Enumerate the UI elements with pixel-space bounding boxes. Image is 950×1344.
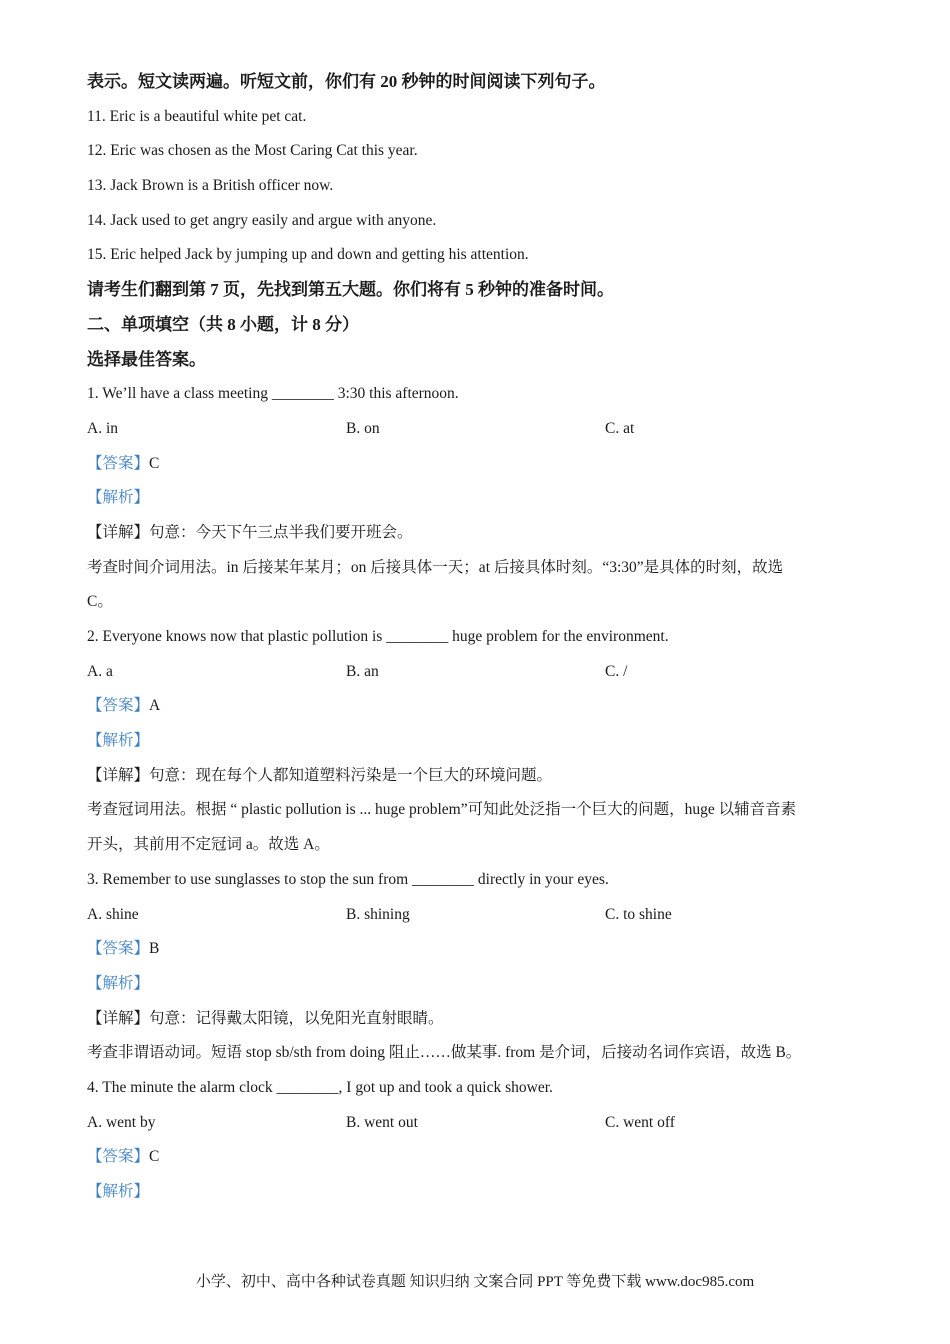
- question-4-options: [87, 1113, 867, 1133]
- question-3-stem: 3. Remember to use sunglasses to stop the sun from ________ directly in your eyes.: [87, 870, 609, 888]
- question-1-stem: 1. We’ll have a class meeting ________ 3:30 this afternoon.: [87, 385, 459, 403]
- question-1-options: [87, 419, 867, 439]
- question-4-option-c: C. went off: [605, 1113, 675, 1131]
- question-2-options: [87, 662, 867, 682]
- question-3-option-c: C. to shine: [605, 905, 672, 923]
- answer-label: 【答案】: [87, 697, 150, 715]
- question-1-explanation-cont: C。: [87, 593, 113, 611]
- question-3-option-b: B. shining: [346, 905, 410, 923]
- statement-15: 15. Eric helped Jack by jumping up and down and getting his attention.: [87, 246, 529, 264]
- question-4-analysis-label: 【解析】: [87, 1183, 150, 1200]
- answer-value: C: [149, 454, 160, 472]
- question-1-option-b: B. on: [346, 419, 380, 437]
- detail-text: 句意：现在每个人都知道塑料污染是一个巨大的环境问题。: [149, 766, 553, 784]
- question-2-stem: 2. Everyone knows now that plastic pollution is ________ huge problem for the environment.: [87, 628, 669, 645]
- detail-label: 【详解】: [87, 766, 150, 784]
- question-1-explanation: 考查时间介词用法。in 后接某年某月；on 后接具体一天；at 后接具体时刻。“3:30”是具体的时刻，故选: [87, 558, 784, 576]
- answer-label: 【答案】: [87, 940, 150, 958]
- answer-label: 【答案】: [87, 1148, 150, 1166]
- page-footer: 小学、初中、高中各种试卷真题 知识归纳 文案合同 PPT 等免费下载 www.doc985.com: [195, 1274, 755, 1290]
- section-title: 二、单项填空（共 8 小题，计 8 分）: [87, 314, 359, 334]
- question-3-answer: [87, 939, 867, 959]
- question-1-answer: [87, 454, 867, 474]
- question-2-explanation: 考查冠词用法。根据 “ plastic pollution is ... huge problem”可知此处泛指一个巨大的问题，huge 以辅音音素: [87, 801, 797, 819]
- question-2-detail: [87, 766, 867, 786]
- answer-value: A: [149, 697, 161, 715]
- question-3-detail: [87, 1009, 867, 1029]
- answer-label: 【答案】: [87, 454, 150, 472]
- question-4-stem: 4. The minute the alarm clock ________, I got up and took a quick shower.: [87, 1078, 553, 1096]
- question-2-option-b: B. an: [346, 662, 379, 680]
- question-2-explanation-cont: 开头，其前用不定冠词 a。故选 A。: [87, 836, 330, 854]
- statement-13: 13. Jack Brown is a British officer now.: [87, 177, 334, 195]
- answer-value: B: [149, 940, 160, 958]
- detail-label: 【详解】: [87, 1009, 150, 1027]
- question-2-analysis-label: 【解析】: [87, 732, 150, 750]
- turn-page-instruction: 请考生们翻到第 7 页，先找到第五大题。你们将有 5 秒钟的准备时间。: [87, 280, 614, 300]
- question-1-option-a: A. in: [87, 419, 118, 437]
- question-4-option-a: A. went by: [87, 1113, 156, 1131]
- detail-text: 句意：记得戴太阳镜，以免阳光直射眼睛。: [149, 1009, 444, 1027]
- question-3-analysis-label: 【解析】: [87, 974, 150, 992]
- detail-text: 句意：今天下午三点半我们要开班会。: [149, 523, 413, 541]
- question-3-options: [87, 905, 867, 925]
- listening-intro: 表示。短文读两遍。听短文前，你们有 20 秒钟的时间阅读下列句子。: [87, 72, 606, 91]
- question-3-option-a: A. shine: [87, 905, 139, 923]
- question-1-analysis-label: 【解析】: [87, 489, 150, 507]
- question-1-detail: [87, 523, 867, 543]
- question-1-option-c: C. at: [605, 419, 635, 437]
- question-2-option-a: A. a: [87, 662, 113, 680]
- document-page: [87, 72, 867, 1217]
- question-4-answer: [87, 1147, 867, 1167]
- answer-value: C: [149, 1148, 160, 1166]
- question-3-explanation: 考查非谓语动词。短语 stop sb/sth from doing 阻止……做某事. from 是介词，后接动名词作宾语，故选 B。: [87, 1044, 802, 1062]
- question-2-option-c: C. /: [605, 662, 628, 680]
- question-4-option-b: B. went out: [346, 1113, 418, 1131]
- statement-12: 12. Eric was chosen as the Most Caring Cat this year.: [87, 142, 418, 160]
- statement-11: 11. Eric is a beautiful white pet cat.: [87, 107, 307, 125]
- statement-14: 14. Jack used to get angry easily and argue with anyone.: [87, 211, 437, 229]
- section-instruction: 选择最佳答案。: [87, 349, 206, 369]
- question-2-answer: [87, 696, 867, 716]
- detail-label: 【详解】: [87, 523, 150, 541]
